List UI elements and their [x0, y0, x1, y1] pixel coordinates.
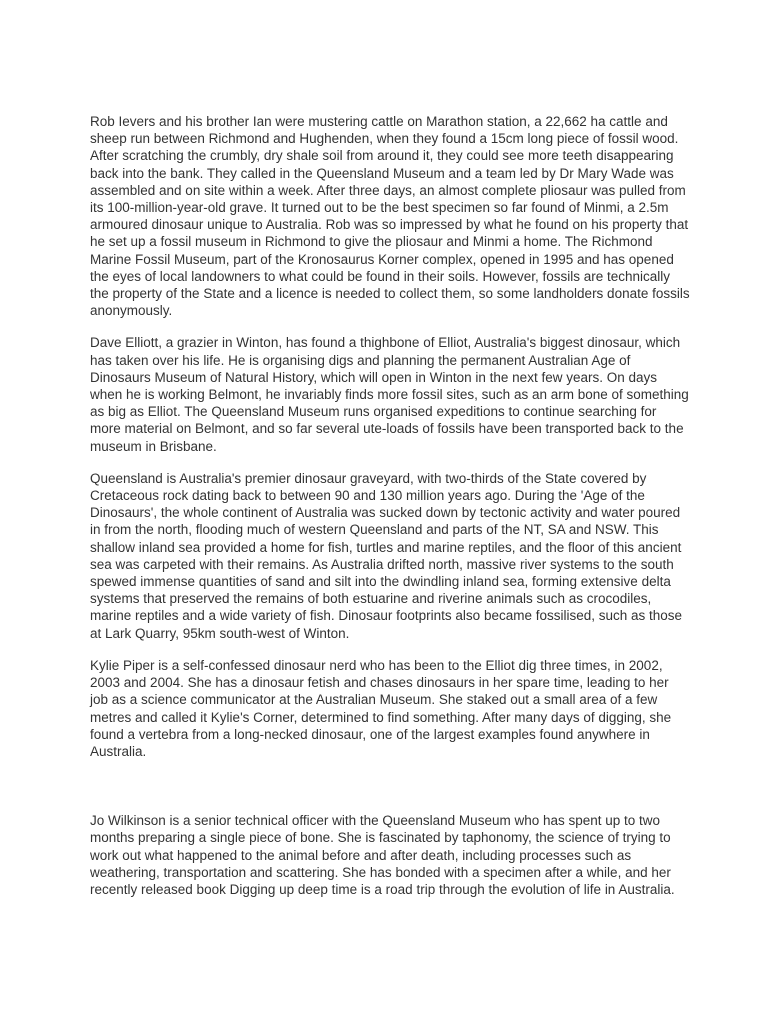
paragraph-wilkinson: Jo Wilkinson is a senior technical officer with the Queensland Museum who has spent up to two months preparing a single piece of bone. She is fascinated by taphonomy, the science of trying to work out what happened to the animal before and after death, including processes such as weathering, transportation and scattering. She has bonded with a specimen after a while, and her recently released book Digging up deep time is a road trip through the evolution of life in Australia. — [90, 813, 675, 897]
paragraph-ievers: Rob Ievers and his brother Ian were mustering cattle on Marathon station, a 22,662 ha cattle and sheep run between Richmond and Hughenden, when they found a 15cm long piece of fossil wood. After scratching the crumbly, dry shale soil from around it, they could see more teeth disappearing back into the bank. They called in the Queensland Museum and a team led by Dr Mary Wade was assembled and on site within a week. After three days, an almost complete pliosaur was pulled from its 100-million-year-old grave. It turned out to be the best specimen so far found of Minmi, a 2.5m armoured dinosaur unique to Australia. Rob was so impressed by what he found on his property that he set up a fossil museum in Richmond to give the pliosaur and Minmi a home. The Richmond Marine Fossil Museum, part of the Kronosaurus Korner complex, opened in 1995 and has opened the eyes of local landowners to what could be found in their soils. However, fossils are technically the property of the State and a licence is needed to collect them, so some landholders donate fossils anonymously. — [90, 114, 690, 319]
document-page — [90, 113, 690, 913]
paragraph-spacer — [90, 775, 690, 812]
paragraph-piper: Kylie Piper is a self-confessed dinosaur nerd who has been to the Elliot dig three times, in 2002, 2003 and 2004. She has a dinosaur fetish and chases dinosaurs in her spare time, leading to her job as a science communicator at the Australian Museum. She staked out a small area of a few metres and called it Kylie's Corner, determined to find something. After many days of digging, she found a vertebra from a long-necked dinosaur, one of the largest examples found anywhere in Australia. — [90, 657, 672, 759]
paragraph-queensland: Queensland is Australia's premier dinosaur graveyard, with two-thirds of the State covered by Cretaceous rock dating back to between 90 and 130 million years ago. During the 'Age of the Dinosaurs', the whole continent of Australia was sucked down by tectonic activity and water poured in from the north, flooding much of western Queensland and parts of the NT, SA and NSW. This shallow inland sea provided a home for fish, turtles and marine reptiles, and the floor of this ancient sea was carpeted with their remains. As Australia drifted north, massive river systems to the south spewed immense quantities of sand and silt into the dwindling inland sea, forming extensive delta systems that preserved the remains of both estuarine and riverine animals such as crocodiles, marine reptiles and a wide variety of fish. Dinosaur footprints also became fossilised, such as those at Lark Quarry, 95km south-west of Winton. — [90, 470, 683, 641]
paragraph-elliott: Dave Elliott, a grazier in Winton, has found a thighbone of Elliot, Australia's biggest dinosaur, which has taken over his life. He is organising digs and planning the permanent Australian Age of Dinosaurs Museum of Natural History, which will open in Winton in the next few years. On days when he is working Belmont, he invariably finds more fossil sites, such as an arm bone of something as big as Elliot. The Queensland Museum runs organised expeditions to continue searching for more material on Belmont, and so far several ute-loads of fossils have been transported back to the museum in Brisbane. — [90, 335, 689, 454]
